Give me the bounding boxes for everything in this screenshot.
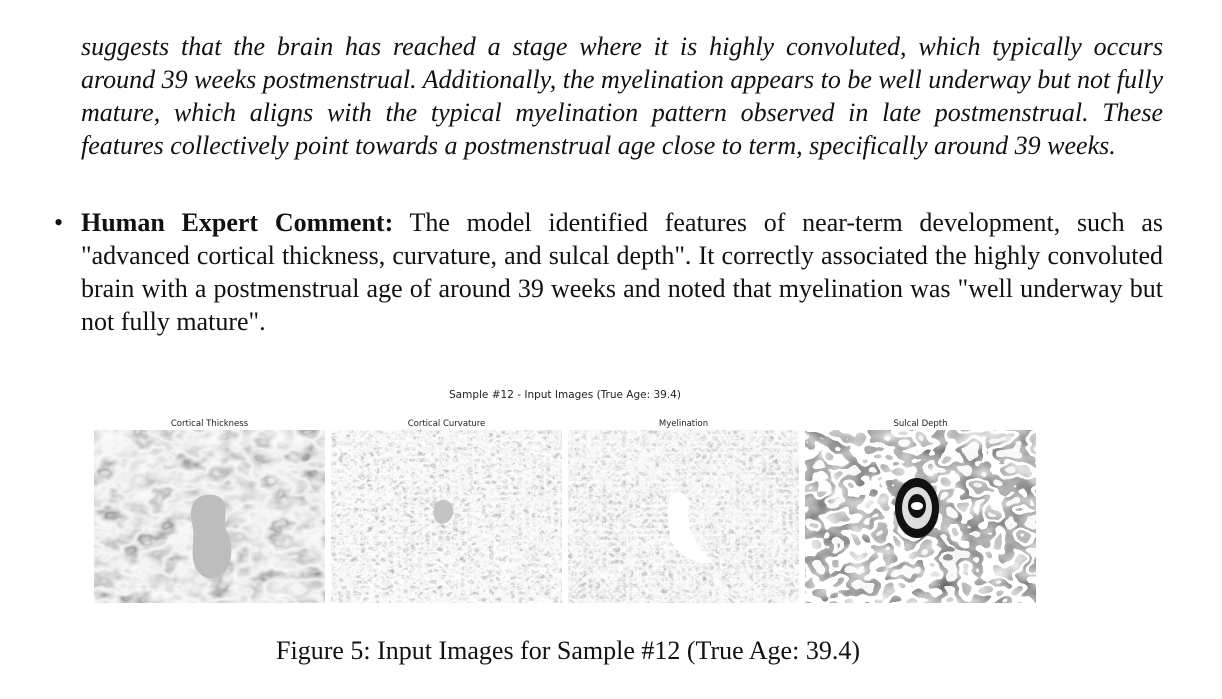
medial-wall-blob bbox=[191, 495, 231, 579]
panel-title: Myelination bbox=[658, 419, 709, 429]
panel-myelination bbox=[568, 418, 799, 603]
list-item bbox=[0, 206, 1163, 338]
figure-title: Sample #12 - Input Images (True Age: 39.4) bbox=[449, 389, 681, 401]
panel-sulcal-depth bbox=[805, 418, 1036, 603]
panel-title: Cortical Thickness bbox=[170, 419, 249, 429]
expert-comment-text: The model identified features of near-term development, such as "advanced cortical thickness, curvature, and sulcal depth". It correctly associated the highly convoluted brain with a postmenstrual age of around 39 weeks and noted that myelination was "well underway but not fully mature". bbox=[81, 208, 1163, 336]
bullet-marker: • bbox=[54, 208, 64, 237]
myelination-map bbox=[568, 430, 799, 603]
panel-cortical-thickness bbox=[94, 418, 325, 603]
panel-title: Sulcal Depth bbox=[893, 419, 948, 429]
panel-cortical-curvature bbox=[331, 418, 562, 603]
comment-list bbox=[0, 206, 1163, 338]
cortical-curvature-map bbox=[331, 430, 562, 603]
panel-title: Cortical Curvature bbox=[407, 419, 486, 429]
cortical-thickness-map bbox=[94, 430, 325, 603]
expert-comment-label: Human Expert Comment: bbox=[81, 208, 394, 237]
medial-wall-blob bbox=[911, 502, 923, 510]
figure-5 bbox=[0, 382, 1222, 682]
figure-caption: Figure 5: Input Images for Sample #12 (True Age: 39.4) bbox=[276, 636, 860, 665]
sulcal-depth-map bbox=[805, 430, 1036, 603]
quoted-model-response: suggests that the brain has reached a stage where it is highly convoluted, which typically occurs around 39 weeks postmenstrual. Additionally, the myelination appears to be well underway but not fully mature, which aligns with the typical myelination pattern observed in late postmenstrual. These features collectively point towards a postmenstrual age close to term, specifically around 39 weeks. bbox=[81, 32, 1163, 160]
